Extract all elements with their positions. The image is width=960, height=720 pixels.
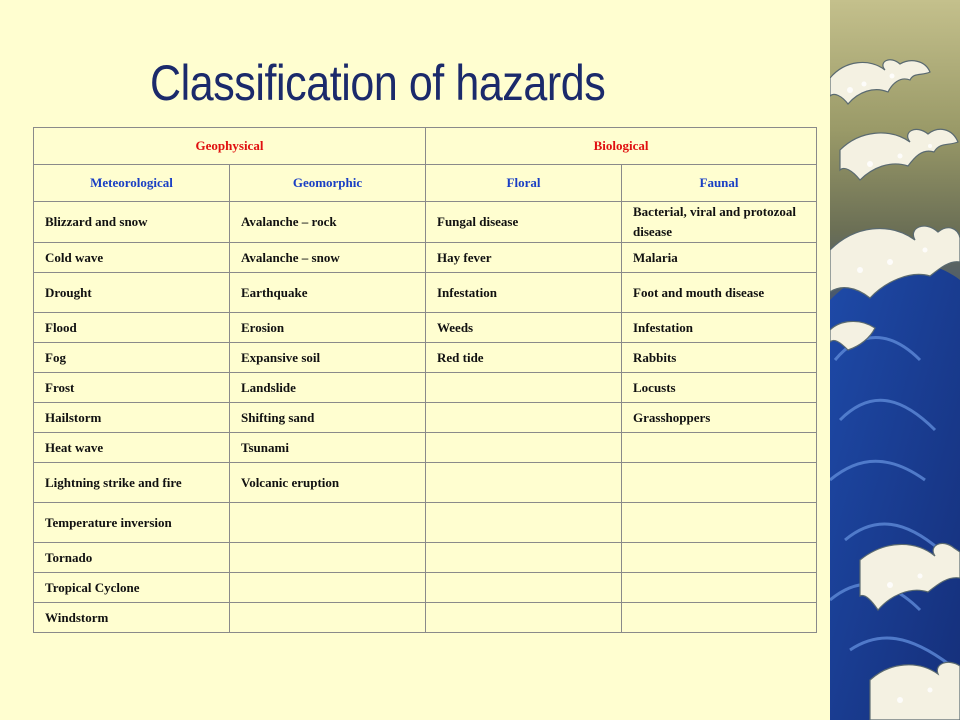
table-cell <box>622 573 817 603</box>
sub-header-meteorological: Meteorological <box>34 165 230 202</box>
table-cell: Grasshoppers <box>622 403 817 433</box>
table-cell: Heat wave <box>34 433 230 463</box>
table-cell: Malaria <box>622 243 817 273</box>
table-cell <box>230 573 426 603</box>
table-cell: Fog <box>34 343 230 373</box>
table-cell: Lightning strike and fire <box>34 463 230 503</box>
table-cell: Bacterial, viral and protozoal disease <box>622 202 817 243</box>
table-cell: Tornado <box>34 543 230 573</box>
table-cell: Erosion <box>230 313 426 343</box>
page-title: Classification of hazards <box>150 55 606 111</box>
table-cell: Infestation <box>426 273 622 313</box>
table-row <box>34 543 817 573</box>
table-cell: Infestation <box>622 313 817 343</box>
sub-header-geomorphic: Geomorphic <box>230 165 426 202</box>
table-sub-header-row <box>34 165 817 202</box>
table-cell: Avalanche – rock <box>230 202 426 243</box>
table-cell: Tropical Cyclone <box>34 573 230 603</box>
table-cell: Landslide <box>230 373 426 403</box>
table-cell: Earthquake <box>230 273 426 313</box>
table-group-header-row <box>34 128 817 165</box>
table-cell: Temperature inversion <box>34 503 230 543</box>
table-cell <box>230 543 426 573</box>
table-row <box>34 573 817 603</box>
table-row <box>34 463 817 503</box>
table-cell <box>622 463 817 503</box>
table-row <box>34 343 817 373</box>
table-cell: Drought <box>34 273 230 313</box>
table-cell: Avalanche – snow <box>230 243 426 273</box>
table-cell <box>426 373 622 403</box>
table-cell: Foot and mouth disease <box>622 273 817 313</box>
group-header-geophysical: Geophysical <box>34 128 426 165</box>
ocean-wave-icon <box>830 0 960 720</box>
table-cell <box>230 603 426 633</box>
table-cell: Flood <box>34 313 230 343</box>
table-row <box>34 503 817 543</box>
table-cell: Volcanic eruption <box>230 463 426 503</box>
table-cell <box>426 433 622 463</box>
sub-header-faunal: Faunal <box>622 165 817 202</box>
table-cell: Rabbits <box>622 343 817 373</box>
table-cell: Locusts <box>622 373 817 403</box>
table-row <box>34 403 817 433</box>
table-cell <box>426 503 622 543</box>
table-cell: Hay fever <box>426 243 622 273</box>
table-row <box>34 313 817 343</box>
table-cell: Fungal disease <box>426 202 622 243</box>
table-cell <box>426 463 622 503</box>
table-cell <box>426 403 622 433</box>
table-cell <box>622 433 817 463</box>
table-cell: Hailstorm <box>34 403 230 433</box>
table-cell: Windstorm <box>34 603 230 633</box>
table-row <box>34 273 817 313</box>
table-cell <box>426 573 622 603</box>
table-row <box>34 373 817 403</box>
table-cell: Red tide <box>426 343 622 373</box>
table-cell: Blizzard and snow <box>34 202 230 243</box>
table-row <box>34 202 817 243</box>
table-cell <box>622 543 817 573</box>
table-cell <box>622 503 817 543</box>
table-cell <box>230 503 426 543</box>
group-header-biological: Biological <box>426 128 817 165</box>
table-cell <box>622 603 817 633</box>
hazards-table <box>33 127 817 633</box>
sub-header-floral: Floral <box>426 165 622 202</box>
table-cell: Frost <box>34 373 230 403</box>
table-cell: Expansive soil <box>230 343 426 373</box>
table-cell: Tsunami <box>230 433 426 463</box>
table-cell: Shifting sand <box>230 403 426 433</box>
table-cell: Cold wave <box>34 243 230 273</box>
table-row <box>34 603 817 633</box>
table-row <box>34 243 817 273</box>
table-cell: Weeds <box>426 313 622 343</box>
table-row <box>34 433 817 463</box>
table-cell <box>426 603 622 633</box>
table-cell <box>426 543 622 573</box>
